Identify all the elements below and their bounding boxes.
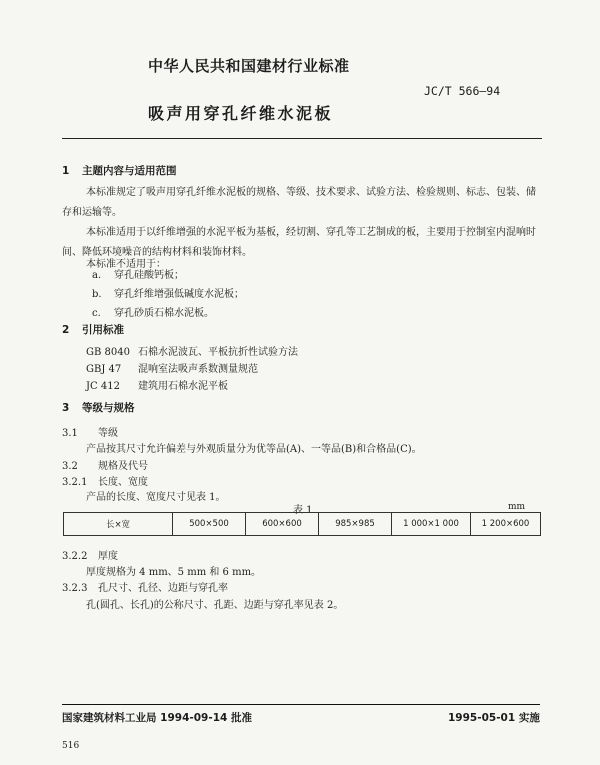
effective-date: 1995-05-01 实施 — [448, 712, 540, 724]
list-item: GBJ 47 混响室法吸声系数测量规范 — [86, 364, 258, 375]
table-cell: 1 000×1 000 — [392, 513, 471, 536]
table-cell: 985×985 — [319, 513, 392, 536]
clause-3-1-text: 产品按其尺寸允许偏差与外观质量分为优等品(A)、一等品(B)和合格品(C)。 — [86, 444, 422, 455]
table-row — [64, 513, 541, 536]
list-item: c. 穿孔砂质石棉水泥板。 — [92, 308, 214, 319]
size-table — [63, 512, 541, 536]
reference-list — [86, 344, 298, 395]
exclusion-list — [92, 266, 244, 323]
table-cell: 600×600 — [246, 513, 319, 536]
header-rule — [62, 138, 542, 139]
clause-3-2-3-heading: 3.2.3 孔尺寸、孔径、边距与穿孔率 — [62, 583, 228, 594]
section-1-paragraph-3: 本标准不适用于： — [86, 259, 166, 270]
clause-3-2-heading: 3.2 规格及代号 — [62, 461, 148, 472]
list-item: JC 412 建筑用石棉水泥平板 — [86, 381, 228, 392]
table-row-header: 长×宽 — [64, 513, 173, 536]
document-title: 吸声用穿孔纤维水泥板 — [148, 104, 334, 123]
clause-3-2-3-text: 孔(圆孔、长孔)的公称尺寸、孔距、边距与穿孔率见表 2。 — [86, 600, 344, 611]
standard-code: JC/T 566—94 — [424, 84, 501, 98]
section-1-paragraph-1: 本标准规定了吸声用穿孔纤维水泥板的规格、等级、技术要求、试验方法、检验规则、标志、包装、储存和运输等。 — [62, 187, 536, 218]
section-number: 2 — [62, 324, 70, 336]
page-number: 516 — [62, 741, 80, 751]
section-title: 引用标准 — [82, 324, 124, 336]
footer-rule — [62, 704, 540, 705]
section-3-heading — [62, 400, 135, 415]
section-number: 3 — [62, 402, 70, 414]
approval-line: 国家建筑材料工业局 1994-09-14 批准 — [62, 712, 252, 724]
table-caption: 表 1 — [293, 505, 313, 516]
clause-3-2-1-heading: 3.2.1 长度、宽度 — [62, 477, 148, 488]
table-unit: mm — [508, 502, 526, 512]
table-cell: 500×500 — [173, 513, 246, 536]
list-item: b. 穿孔纤维增强低碱度水泥板； — [92, 289, 244, 300]
clause-3-2-2-text: 厚度规格为 4 mm、5 mm 和 6 mm。 — [86, 567, 262, 578]
list-item: GB 8040 石棉水泥波瓦、平板抗折性试验方法 — [86, 347, 298, 358]
list-item: a. 穿孔硅酸钙板； — [92, 270, 184, 281]
section-title: 主题内容与适用范围 — [82, 165, 177, 177]
section-title: 等级与规格 — [82, 402, 135, 414]
section-number: 1 — [62, 165, 70, 177]
clause-3-2-2-heading: 3.2.2 厚度 — [62, 551, 118, 562]
section-2-heading — [62, 322, 124, 337]
clause-3-2-1-text: 产品的长度、宽度尺寸见表 1。 — [86, 492, 226, 503]
section-1-heading — [62, 163, 177, 178]
clause-3-1-heading: 3.1 等级 — [62, 428, 118, 439]
standard-category: 中华人民共和国建材行业标准 — [148, 57, 350, 75]
section-1-paragraph-2: 本标准适用于以纤维增强的水泥平板为基板，经切割、穿孔等工艺制成的板，主要用于控制室内混响时间、降低环境噪音的结构材料和装饰材料。 — [62, 227, 536, 258]
table-cell: 1 200×600 — [471, 513, 541, 536]
